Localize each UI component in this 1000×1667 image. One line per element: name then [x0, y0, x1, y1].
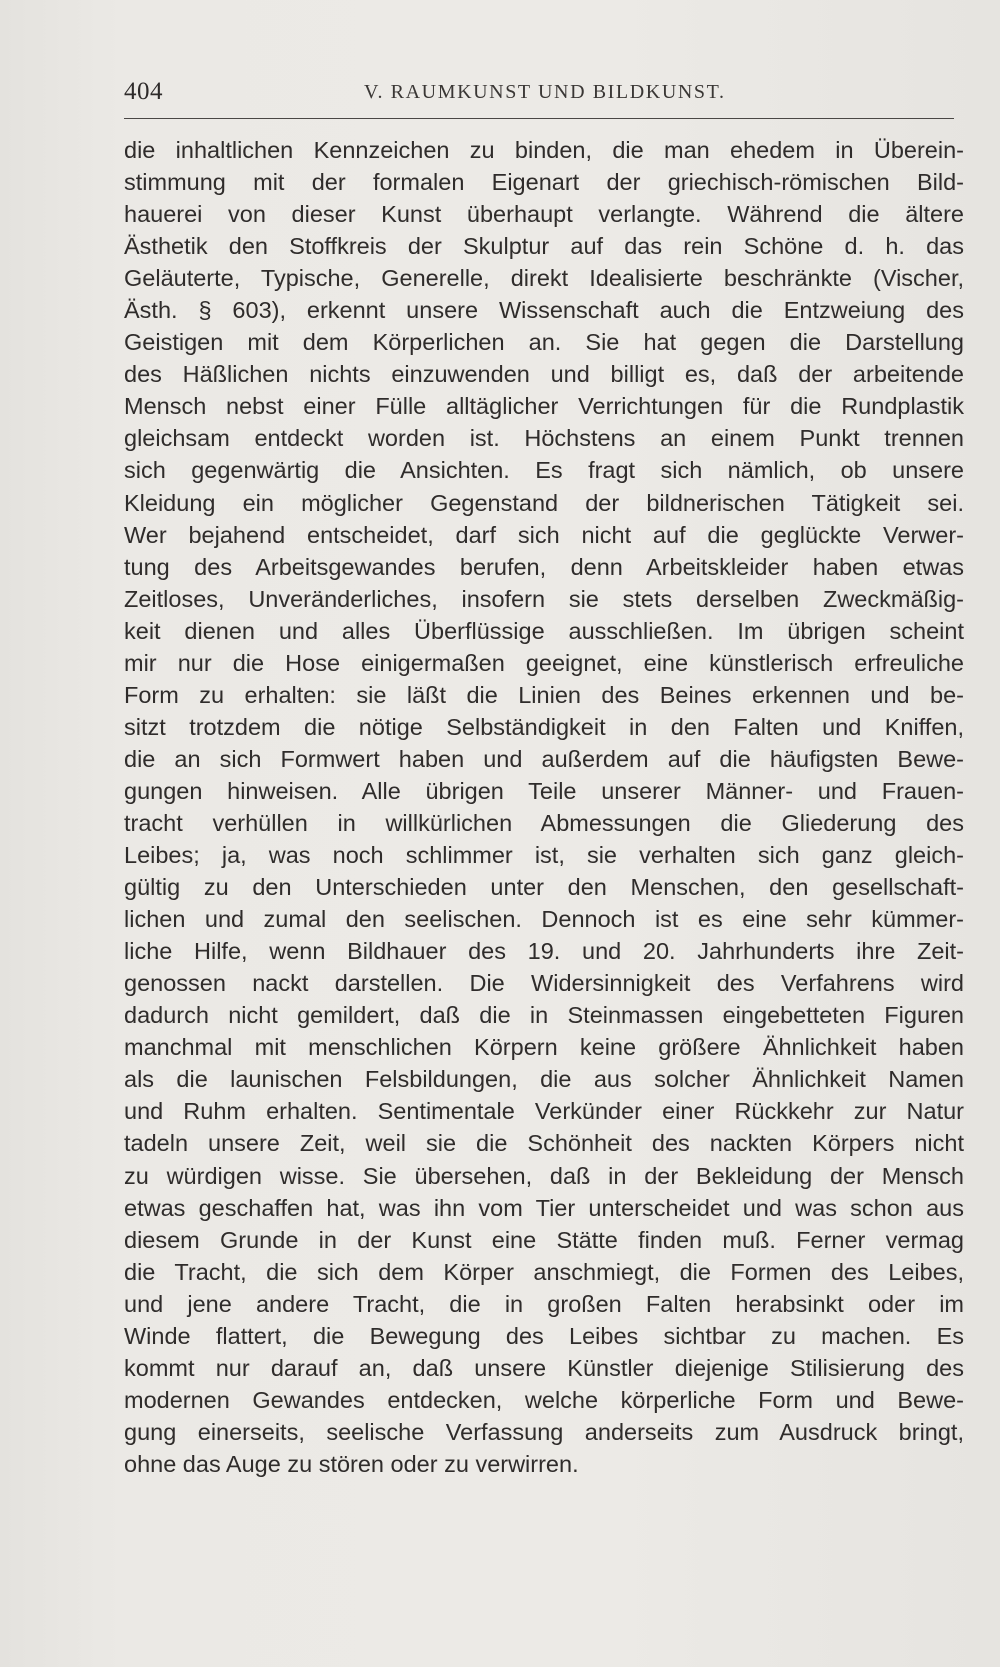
- text-line: und jene andere Tracht, die in großen Falten herabsinkt oder im: [124, 1290, 964, 1317]
- page-number: 404: [124, 78, 163, 105]
- text-line: Kleidung ein möglicher Gegenstand der bildnerischen Tätigkeit sei.: [124, 489, 964, 516]
- text-line: kommt nur darauf an, daß unsere Künstler diejenige Stilisierung des: [124, 1354, 964, 1381]
- text-line: genossen nackt darstellen. Die Widersinnigkeit des Verfahrens wird: [124, 970, 964, 997]
- text-line: keit dienen und alles Überflüssige ausschließen. Im übrigen scheint: [124, 617, 964, 644]
- text-line: lichen und zumal den seelischen. Dennoch ist es eine sehr kümmer-: [124, 906, 964, 933]
- text-line: Form zu erhalten: sie läßt die Linien des Beines erkennen und be-: [124, 681, 964, 708]
- text-line: des Häßlichen nichts einzuwenden und billigt es, daß der arbeitende: [124, 361, 964, 388]
- text-line: Winde flattert, die Bewegung des Leibes sichtbar zu machen. Es: [124, 1322, 964, 1349]
- text-line: und Ruhm erhalten. Sentimentale Verkünder einer Rückkehr zur Natur: [124, 1098, 964, 1125]
- text-line: sitzt trotzdem die nötige Selbständigkeit in den Falten und Kniffen,: [124, 713, 964, 740]
- text-line: als die launischen Felsbildungen, die aus solcher Ähnlichkeit Namen: [124, 1066, 964, 1093]
- text-line: modernen Gewandes entdecken, welche körperliche Form und Bewe-: [124, 1386, 964, 1413]
- text-line: tadeln unsere Zeit, weil sie die Schönheit des nackten Körpers nicht: [124, 1130, 964, 1157]
- text-line: Ästh. § 603), erkennt unsere Wissenschaft auch die Entzweiung des: [124, 297, 964, 324]
- text-line: zu würdigen wisse. Sie übersehen, daß in der Bekleidung der Mensch: [124, 1162, 964, 1189]
- body-text: [124, 134, 964, 1480]
- text-line: etwas geschaffen hat, was ihn vom Tier unterscheidet und was schon aus: [124, 1194, 964, 1221]
- text-line: die Tracht, die sich dem Körper anschmiegt, die Formen des Leibes,: [124, 1258, 964, 1285]
- text-line: gleichsam entdeckt worden ist. Höchstens an einem Punkt trennen: [124, 425, 964, 452]
- text-line: dadurch nicht gemildert, daß die in Steinmassen eingebetteten Figuren: [124, 1002, 964, 1029]
- text-line: Zeitloses, Unveränderliches, insofern sie stets derselben Zweckmäßig-: [124, 585, 964, 612]
- text-line: Geläuterte, Typische, Generelle, direkt Idealisierte beschränkte (Vischer,: [124, 265, 964, 292]
- text-line: ohne das Auge zu stören oder zu verwirren.: [124, 1450, 579, 1477]
- text-line: tracht verhüllen in willkürlichen Abmessungen die Gliederung des: [124, 809, 964, 836]
- text-line: manchmal mit menschlichen Körpern keine größere Ähnlichkeit haben: [124, 1034, 964, 1061]
- text-line: Geistigen mit dem Körperlichen an. Sie hat gegen die Darstellung: [124, 329, 964, 356]
- text-line: Wer bejahend entscheidet, darf sich nicht auf die geglückte Verwer-: [124, 521, 964, 548]
- text-line: gültig zu den Unterschieden unter den Menschen, den gesellschaft-: [124, 874, 964, 901]
- text-line: die inhaltlichen Kennzeichen zu binden, die man ehedem in Überein-: [124, 137, 964, 163]
- text-line: gungen hinweisen. Alle übrigen Teile unserer Männer- und Frauen-: [124, 777, 964, 804]
- page-header: [124, 78, 954, 119]
- text-line: liche Hilfe, wenn Bildhauer des 19. und 20. Jahrhunderts ihre Zeit-: [124, 938, 964, 965]
- text-line: Ästhetik den Stoffkreis der Skulptur auf das rein Schöne d. h. das: [124, 233, 964, 260]
- running-head: V. RAUMKUNST UND BILDKUNST.: [364, 81, 726, 103]
- text-line: Leibes; ja, was noch schlimmer ist, sie verhalten sich ganz gleich-: [124, 842, 964, 869]
- text-line: Mensch nebst einer Fülle alltäglicher Verrichtungen für die Rundplastik: [124, 393, 964, 420]
- text-line: tung des Arbeitsgewandes berufen, denn Arbeitskleider haben etwas: [124, 553, 964, 580]
- text-line: gung einerseits, seelische Verfassung anderseits zum Ausdruck bringt,: [124, 1418, 964, 1445]
- text-line: diesem Grunde in der Kunst eine Stätte finden muß. Ferner vermag: [124, 1226, 964, 1253]
- text-line: stimmung mit der formalen Eigenart der griechisch-römischen Bild-: [124, 169, 964, 196]
- text-line: mir nur die Hose einigermaßen geeignet, eine künstlerisch erfreuliche: [124, 649, 964, 676]
- text-line: die an sich Formwert haben und außerdem auf die häufigsten Bewe-: [124, 745, 964, 772]
- text-line: hauerei von dieser Kunst überhaupt verlangte. Während die ältere: [124, 201, 964, 228]
- text-line: sich gegenwärtig die Ansichten. Es fragt sich nämlich, ob unsere: [124, 457, 964, 484]
